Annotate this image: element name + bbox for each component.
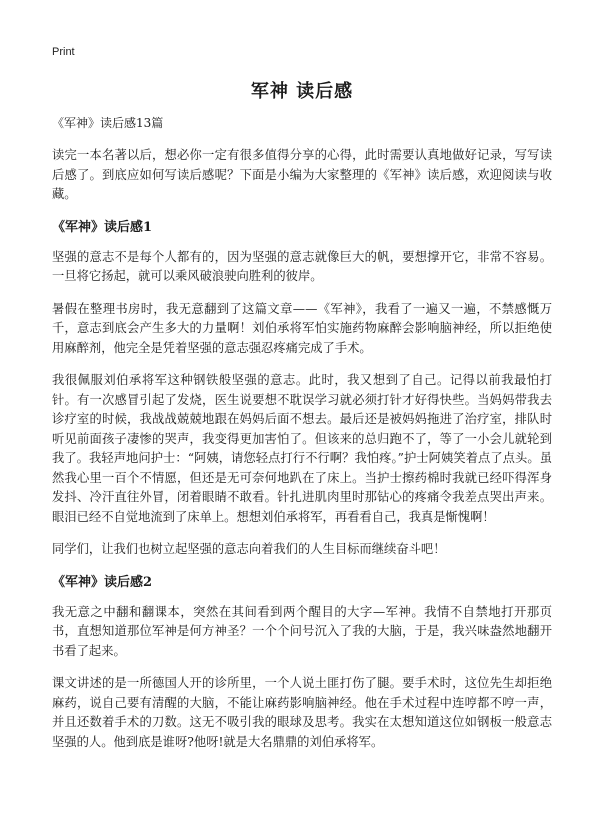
section-1-paragraph-3: 我很佩服刘伯承将军这种钢铁般坚强的意志。此时，我又想到了自己。记得以前我最怕打针。有一次感冒引起了发烧，医生说要想不耽误学习就必须打针才好得快些。当妈妈带我去诊疗室的时候，我战战兢兢地跟在妈妈后面不想去。最后还是被妈妈拖进了治疗室，排队时听见前面孩子凄惨的哭声，我变得更加害怕了。但该来的总归跑不了，等了一小会儿就轮到我了。我轻声地问护士：“阿姨，请您轻点打行不行啊？我怕疼。”护士阿姨笑着点了点头。虽然我心里一百个不情愿，但还是无可奈何地趴在了床上。当护士擦药棉时我就已经吓得浑身发抖、冷汗直往外冒，闭着眼睛不敢看。针扎进肌肉里时那钻心的疼痛令我差点哭出声来。眼泪已经不自觉地流到了床单上。想想刘伯承将军，再看看自己，我真是惭愧啊！: [52, 373, 552, 524]
section-heading-2: 《军神》读后感2: [52, 574, 153, 590]
article-subtitle: 《军神》读后感13篇: [52, 116, 164, 130]
section-1-paragraph-2: 暑假在整理书房时，我无意翻到了这篇文章——《军神》，我看了一遍又一遍，不禁感慨万千，意志到底会产生多大的力量啊！刘伯承将军怕实施药物麻醉会影响脑神经，所以拒绝使用麻醉剂，他完全是凭着坚强的意志强忍疼痛完成了手术。: [52, 301, 552, 355]
section-heading-1: 《军神》读后感1: [52, 219, 153, 235]
section-2-paragraph-2: 课文讲述的是一所德国人开的诊所里，一个人说土匪打伤了腿。要手术时，这位先生却拒绝麻药，说自己要有清醒的大脑，不能让麻药影响脑神经。他在手术过程中连哼都不哼一声，并且还数着手术的刀数。这无不吸引我的眼球及思考。我实在太想知道这位如钢板一般意志坚强的人。他到底是谁呀?他呀!就是大名鼎鼎的刘伯承将军。: [52, 676, 552, 749]
article: [52, 80, 552, 765]
intro-paragraph: 读完一本名著以后，想必你一定有很多值得分享的心得，此时需要认真地做好记录，写写读后感了。到底应如何写读后感呢？下面是小编为大家整理的《军神》读后感，欢迎阅读与收藏。: [52, 148, 552, 201]
section-1-paragraph-1: 坚强的意志不是每个人都有的，因为坚强的意志就像巨大的帆，要想撑开它，非常不容易。一旦将它扬起，就可以乘风破浪驶向胜利的彼岸。: [52, 249, 552, 283]
section-2-paragraph-1: 我无意之中翻和翻课本，突然在其间看到两个醒目的大字—军神。我情不自禁地打开那页书，直想知道那位军神是何方神圣？一个个问号沉入了我的大脑，于是，我兴味盎然地翻开书看了起来。: [52, 604, 552, 658]
page-title: 军神 读后感: [250, 81, 354, 102]
print-link[interactable]: Print: [52, 46, 75, 58]
section-1-paragraph-4: 同学们，让我们也树立起坚强的意志向着我们的人生目标而继续奋斗吧！: [52, 542, 446, 556]
